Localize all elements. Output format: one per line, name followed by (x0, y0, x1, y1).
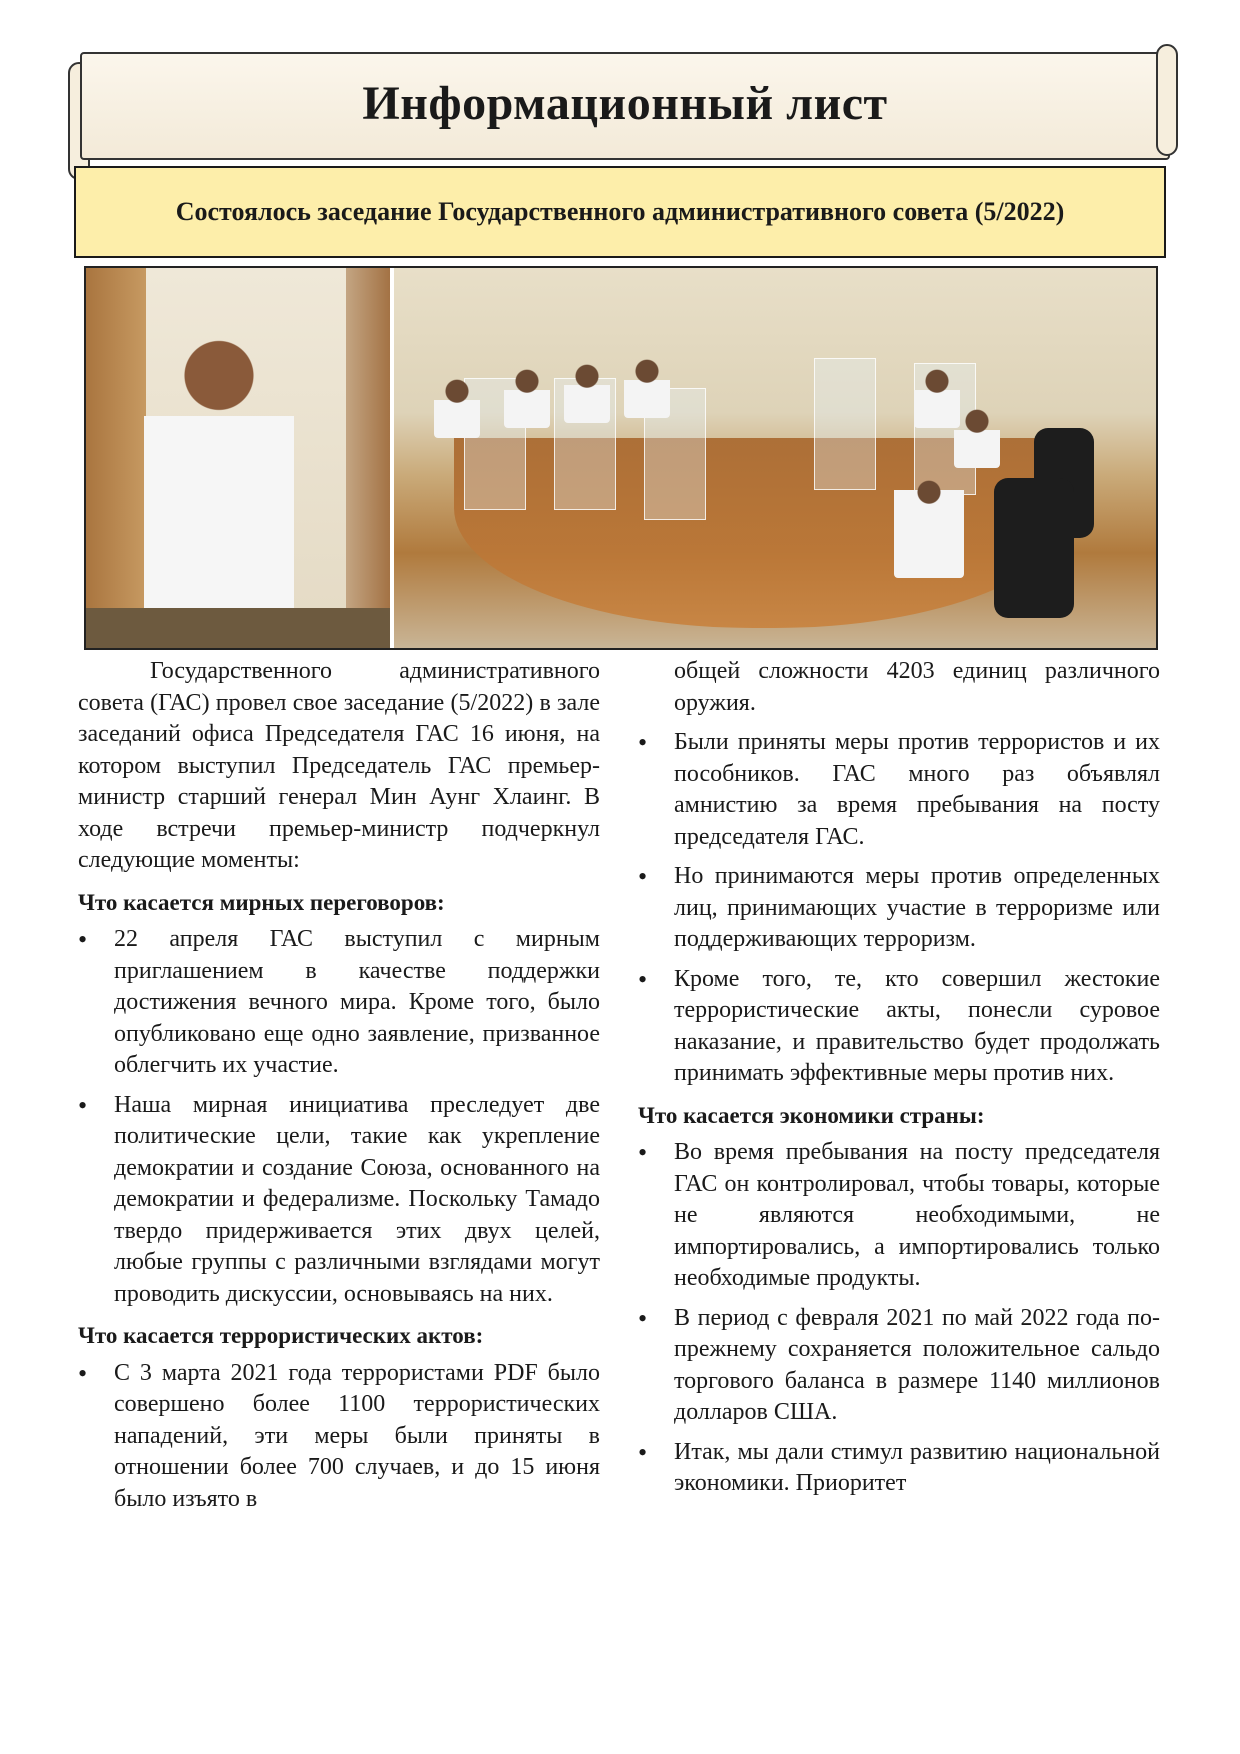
intro-paragraph: Государственного административного совета (ГАС) провел свое заседание (5/2022) в зале заседаний офиса Председателя ГАС 16 июня, на котором выступил Председатель ГАС премьер-министр старший генерал Мин Аунг Хлаинг. В ходе встречи премьер-министр подчеркнул следующие моменты: (78, 658, 600, 873)
list-item: • Во время пребывания на посту председателя ГАС он контролировал, чтобы товары, которые не являются необходимыми, не импортировались, а импортировались только необходимые продукты. (638, 1137, 1160, 1295)
list-item: • 22 апреля ГАС выступил с мирным приглашением в качестве поддержки достижения вечного мира. Кроме того, было опубликовано еще одно заявление, призванное облегчить их участие. (78, 924, 600, 1082)
section-heading-peace: Что касается мирных переговоров: (78, 889, 445, 915)
section-heading-terror: Что касается террористических актов: (78, 1323, 484, 1348)
right-column (638, 656, 1160, 1508)
economy-bullets (638, 1137, 1160, 1500)
list-item: • Итак, мы дали стимул развитию национальной экономики. Приоритет (638, 1437, 1160, 1500)
peace-bullets (78, 924, 600, 1310)
title-banner (80, 52, 1170, 160)
left-column (78, 656, 600, 1523)
terror-bullets-left (78, 1358, 600, 1516)
photo-chairman-speaking (86, 268, 390, 648)
list-item: • Наша мирная инициатива преследует две политические цели, такие как укрепление демократии и создание Союза, основанного на демократии и федерализме. Поскольку Тамадо твердо придерживается этих двух целей, любые группы с различными взглядами могут проводить дискуссии, основываясь на них. (78, 1090, 600, 1311)
list-item-continued: общей сложности 4203 единиц различного оружия. (674, 658, 1160, 716)
page-title: Информационный лист (362, 77, 888, 130)
list-item: • С 3 марта 2021 года террористами PDF было совершено более 1100 террористических нападений, эти меры были приняты в отношении более 700 случаев, и до 15 июня было изъято в (78, 1358, 600, 1516)
scroll-curl-right (1156, 44, 1178, 156)
subtitle: Состоялось заседание Государственного административного совета (5/2022) (175, 197, 1065, 226)
terror-bullets-right (638, 656, 1160, 1090)
photo-council-meeting-room (394, 268, 1156, 648)
photo-strip (84, 266, 1158, 650)
speaker-figure (144, 338, 294, 650)
list-item: • Были приняты меры против террористов и их пособников. ГАС много раз объявлял амнистию за время пребывания на посту председателя ГАС. (638, 727, 1160, 853)
list-item: • Кроме того, те, кто совершил жестокие террористические акты, понесли суровое наказание, и правительство будет продолжать принимать эффективные меры против них. (638, 964, 1160, 1090)
list-item: • В период с февраля 2021 по май 2022 года по-прежнему сохраняется положительное сальдо торгового баланса в размере 1140 миллионов долларов США. (638, 1303, 1160, 1429)
subtitle-box (74, 166, 1166, 258)
list-item: • Но принимаются меры против определенных лиц, принимающих участие в терроризме или поддерживающих терроризм. (638, 861, 1160, 956)
section-heading-economy: Что касается экономики страны: (638, 1102, 985, 1128)
